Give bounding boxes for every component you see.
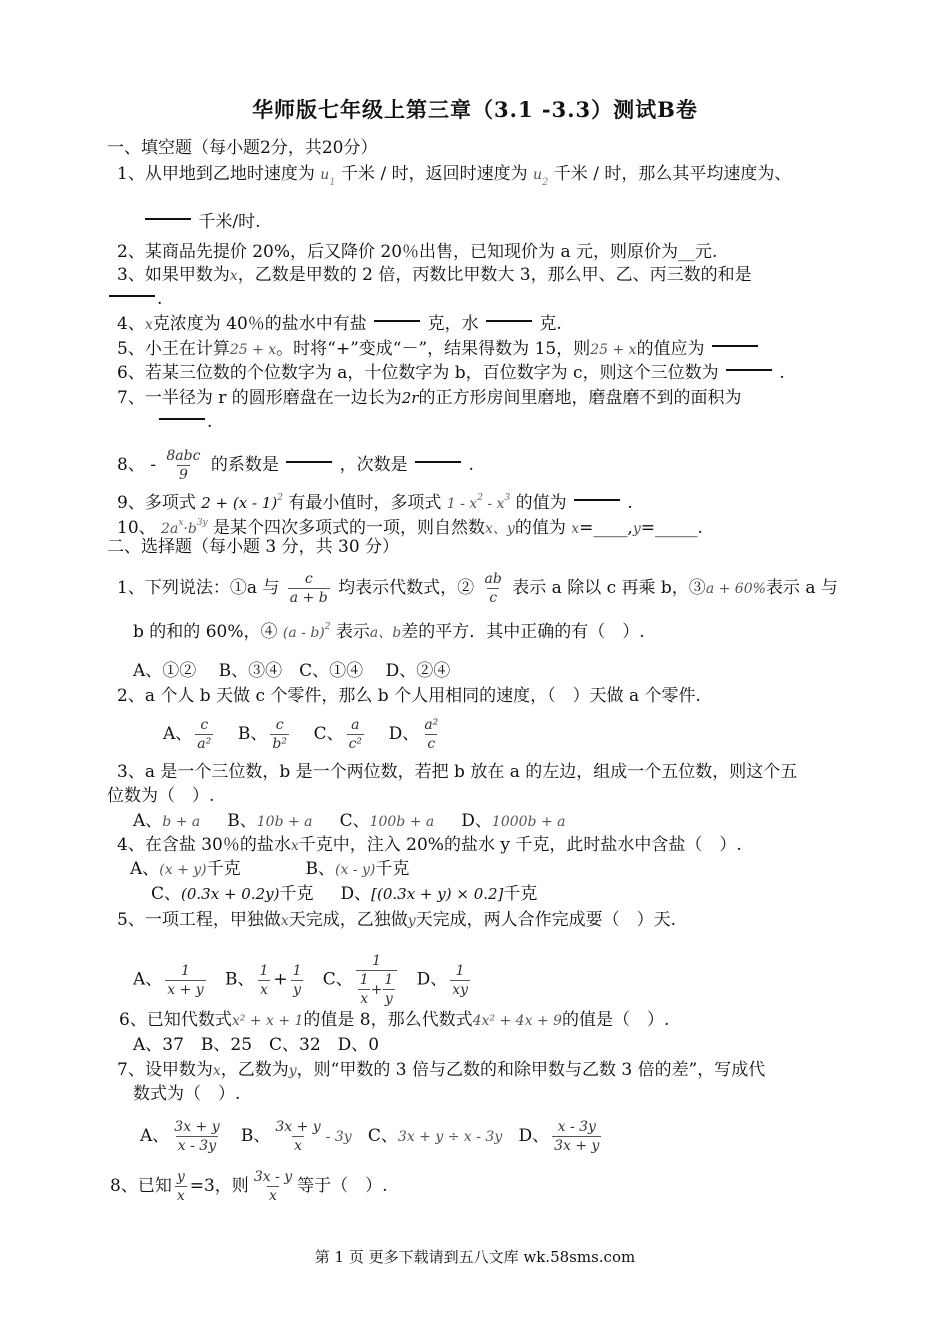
page-footer: 第 1 页 更多下载请到五八文库 wk.58sms.com: [314, 1248, 636, 1266]
mc-q8: 8、已知 $\frac{y}{x}$ =3，则 $\frac{3x - y}{x}$ 等于（ ）.: [110, 1169, 388, 1204]
answer-blank[interactable]: [109, 295, 155, 297]
mc-q4: 4、在含盐 30％的盐水x千克中，注入 20%的盐水 y 千克，此时盐水中含盐（ ）.: [117, 835, 742, 855]
mc-q3-line2: 位数为（ ）.: [107, 786, 215, 806]
answer-blank[interactable]: [286, 461, 332, 463]
q3-fill-line2: .: [107, 287, 162, 311]
mc-q7-line1: 7、设甲数为x，乙数为y，则“甲数的 3 倍与乙数的和除甲数与乙数 3 倍的差”，写成代: [117, 1060, 766, 1080]
mc-q6: 6、已知代数式x² + x + 1的值是 8，那么代数式4x² + 4x + 9的值是（ ）.: [119, 1010, 670, 1030]
q10-fill: 10、 $2a^x\cdot b^{3y}$ 是某个四次多项式的一项，则自然数x、y的值为 x=____,y=_____.: [117, 518, 703, 538]
q7-fill-line2: .: [157, 410, 212, 434]
mc-q6-options: A、37 B、25 C、32 D、0: [133, 1035, 380, 1055]
mc-q5-options: A、 $\frac{1}{x + y}$ B、 $\frac{1}{x}$ + $\frac{1}{y}$ C、 1 $\frac{1}{x}$ + $\frac{1}{y}$ D、 $\frac{1}{xy}$: [133, 953, 469, 1007]
mc-q1-line1: 1、下列说法：①a 与 $\frac{c}{a + b}$ 均表示代数式，② $\frac{ab}{c}$ 表示 a 除以 c 再乘 b，③a + 60%表示 a 与: [117, 571, 838, 606]
section-heading-choice: 二、选择题（每小题 3 分，共 30 分）: [107, 537, 400, 557]
answer-blank[interactable]: [374, 320, 420, 322]
mc-q4-options-cd: C、(0.3x + 0.2y)千克 D、[(0.3x + y) × 0.2]千克: [151, 884, 538, 904]
q9-fill: 9、多项式 2 + (x - 1)$^2$ 有最小值时，多项式 $1 - x^2 - x^3$ 的值为 .: [117, 493, 633, 513]
answer-blank[interactable]: [726, 369, 772, 371]
q2-fill: 2、某商品先提价 20%，后又降价 20％出售，已知现价为 a 元，则原价为__元.: [117, 242, 718, 262]
q1-fill-line1: 1、从甲地到乙地时速度为 $u_1$ 千米 / 时，返回时速度为 $u_2$ 千米 / 时，那么其平均速度为、: [117, 164, 792, 188]
mc-q3-options: A、b + a B、10b + a C、100b + a D、1000b + a: [133, 811, 566, 831]
math-u1: $u_1$: [320, 167, 336, 188]
q8-fill: 8、 - $\frac{\text{8abc}}{9}$ 的系数是 ，次数是 .: [117, 448, 474, 483]
answer-blank[interactable]: [574, 499, 620, 501]
q6-fill: 6、若某三位数的个位数字为 a，十位数字为 b，百位数字为 c，则这个三位数为 .: [117, 363, 785, 383]
answer-blank[interactable]: [712, 345, 758, 347]
mc-q7-line2: 数式为（ ）.: [133, 1084, 241, 1104]
answer-blank[interactable]: [486, 320, 532, 322]
fraction-8abc-9: $\frac{\text{8abc}}{9}$: [166, 448, 201, 483]
answer-blank[interactable]: [415, 461, 461, 463]
q5-fill: 5、小王在计算25 + x。时将“+”变成“－”，结果得数为 15，则25 + x的值应为: [117, 337, 760, 362]
answer-blank[interactable]: [145, 218, 191, 220]
mc-q3-line1: 3、a 是一个三位数，b 是一个两位数，若把 b 放在 a 的左边，组成一个五位数，则这个五: [117, 762, 798, 782]
mc-q2: 2、a 个人 b 天做 c 个零件，那么 b 个人用相同的速度，（ ）天做 a 个零件.: [117, 686, 701, 706]
q7-fill-line1: 7、一半径为 r 的圆形磨盘在一边长为2r的正方形房间里磨地，磨盘磨不到的面积为: [117, 388, 742, 408]
mc-q1-line2: b 的和的 60%，④ (a - b)$^2$ 表示a、b差的平方．其中正确的有（ ）.: [133, 622, 645, 642]
mc-q7-options: A、 $\frac{3x + y}{x - 3y}$ B、 $\frac{3x + y}{x}$ - 3y C、3x + y ÷ x - 3y D、 $\frac{x - 3y}{3x + y}$: [140, 1119, 600, 1154]
mc-q1-options: A、①② B、③④ C、①④ D、②④: [133, 661, 451, 681]
q3-fill-line1: 3、如果甲数为x，乙数是甲数的 2 倍，丙数比甲数大 3，那么甲、乙、丙三数的和是: [117, 265, 752, 285]
answer-blank[interactable]: [159, 418, 205, 420]
q4-fill: 4、x克浓度为 40％的盐水中有盐 克，水 克.: [117, 314, 562, 334]
mc-q4-options-ab: A、(x + y)千克 B、(x - y)千克: [130, 859, 410, 879]
mc-q2-options: A、 $\frac{c}{\text{a²}}$ B、 $\frac{c}{\text{b²}}$ C、 $\frac{a}{\text{c²}}$ D、 $\frac{\text{a²}}{c}$: [163, 717, 439, 752]
page-title: 华师版七年级上第三章（3.1 -3.3）测试B卷: [252, 97, 698, 122]
math-u2: $u_2$: [533, 167, 549, 188]
section-heading-fill-in: 一、填空题（每小题2分，共20分）: [107, 138, 378, 158]
q1-fill-line2: 千米/时.: [143, 210, 261, 234]
mc-q5: 5、一项工程，甲独做x天完成，乙独做y天完成，两人合作完成要（ ）天.: [117, 910, 677, 930]
